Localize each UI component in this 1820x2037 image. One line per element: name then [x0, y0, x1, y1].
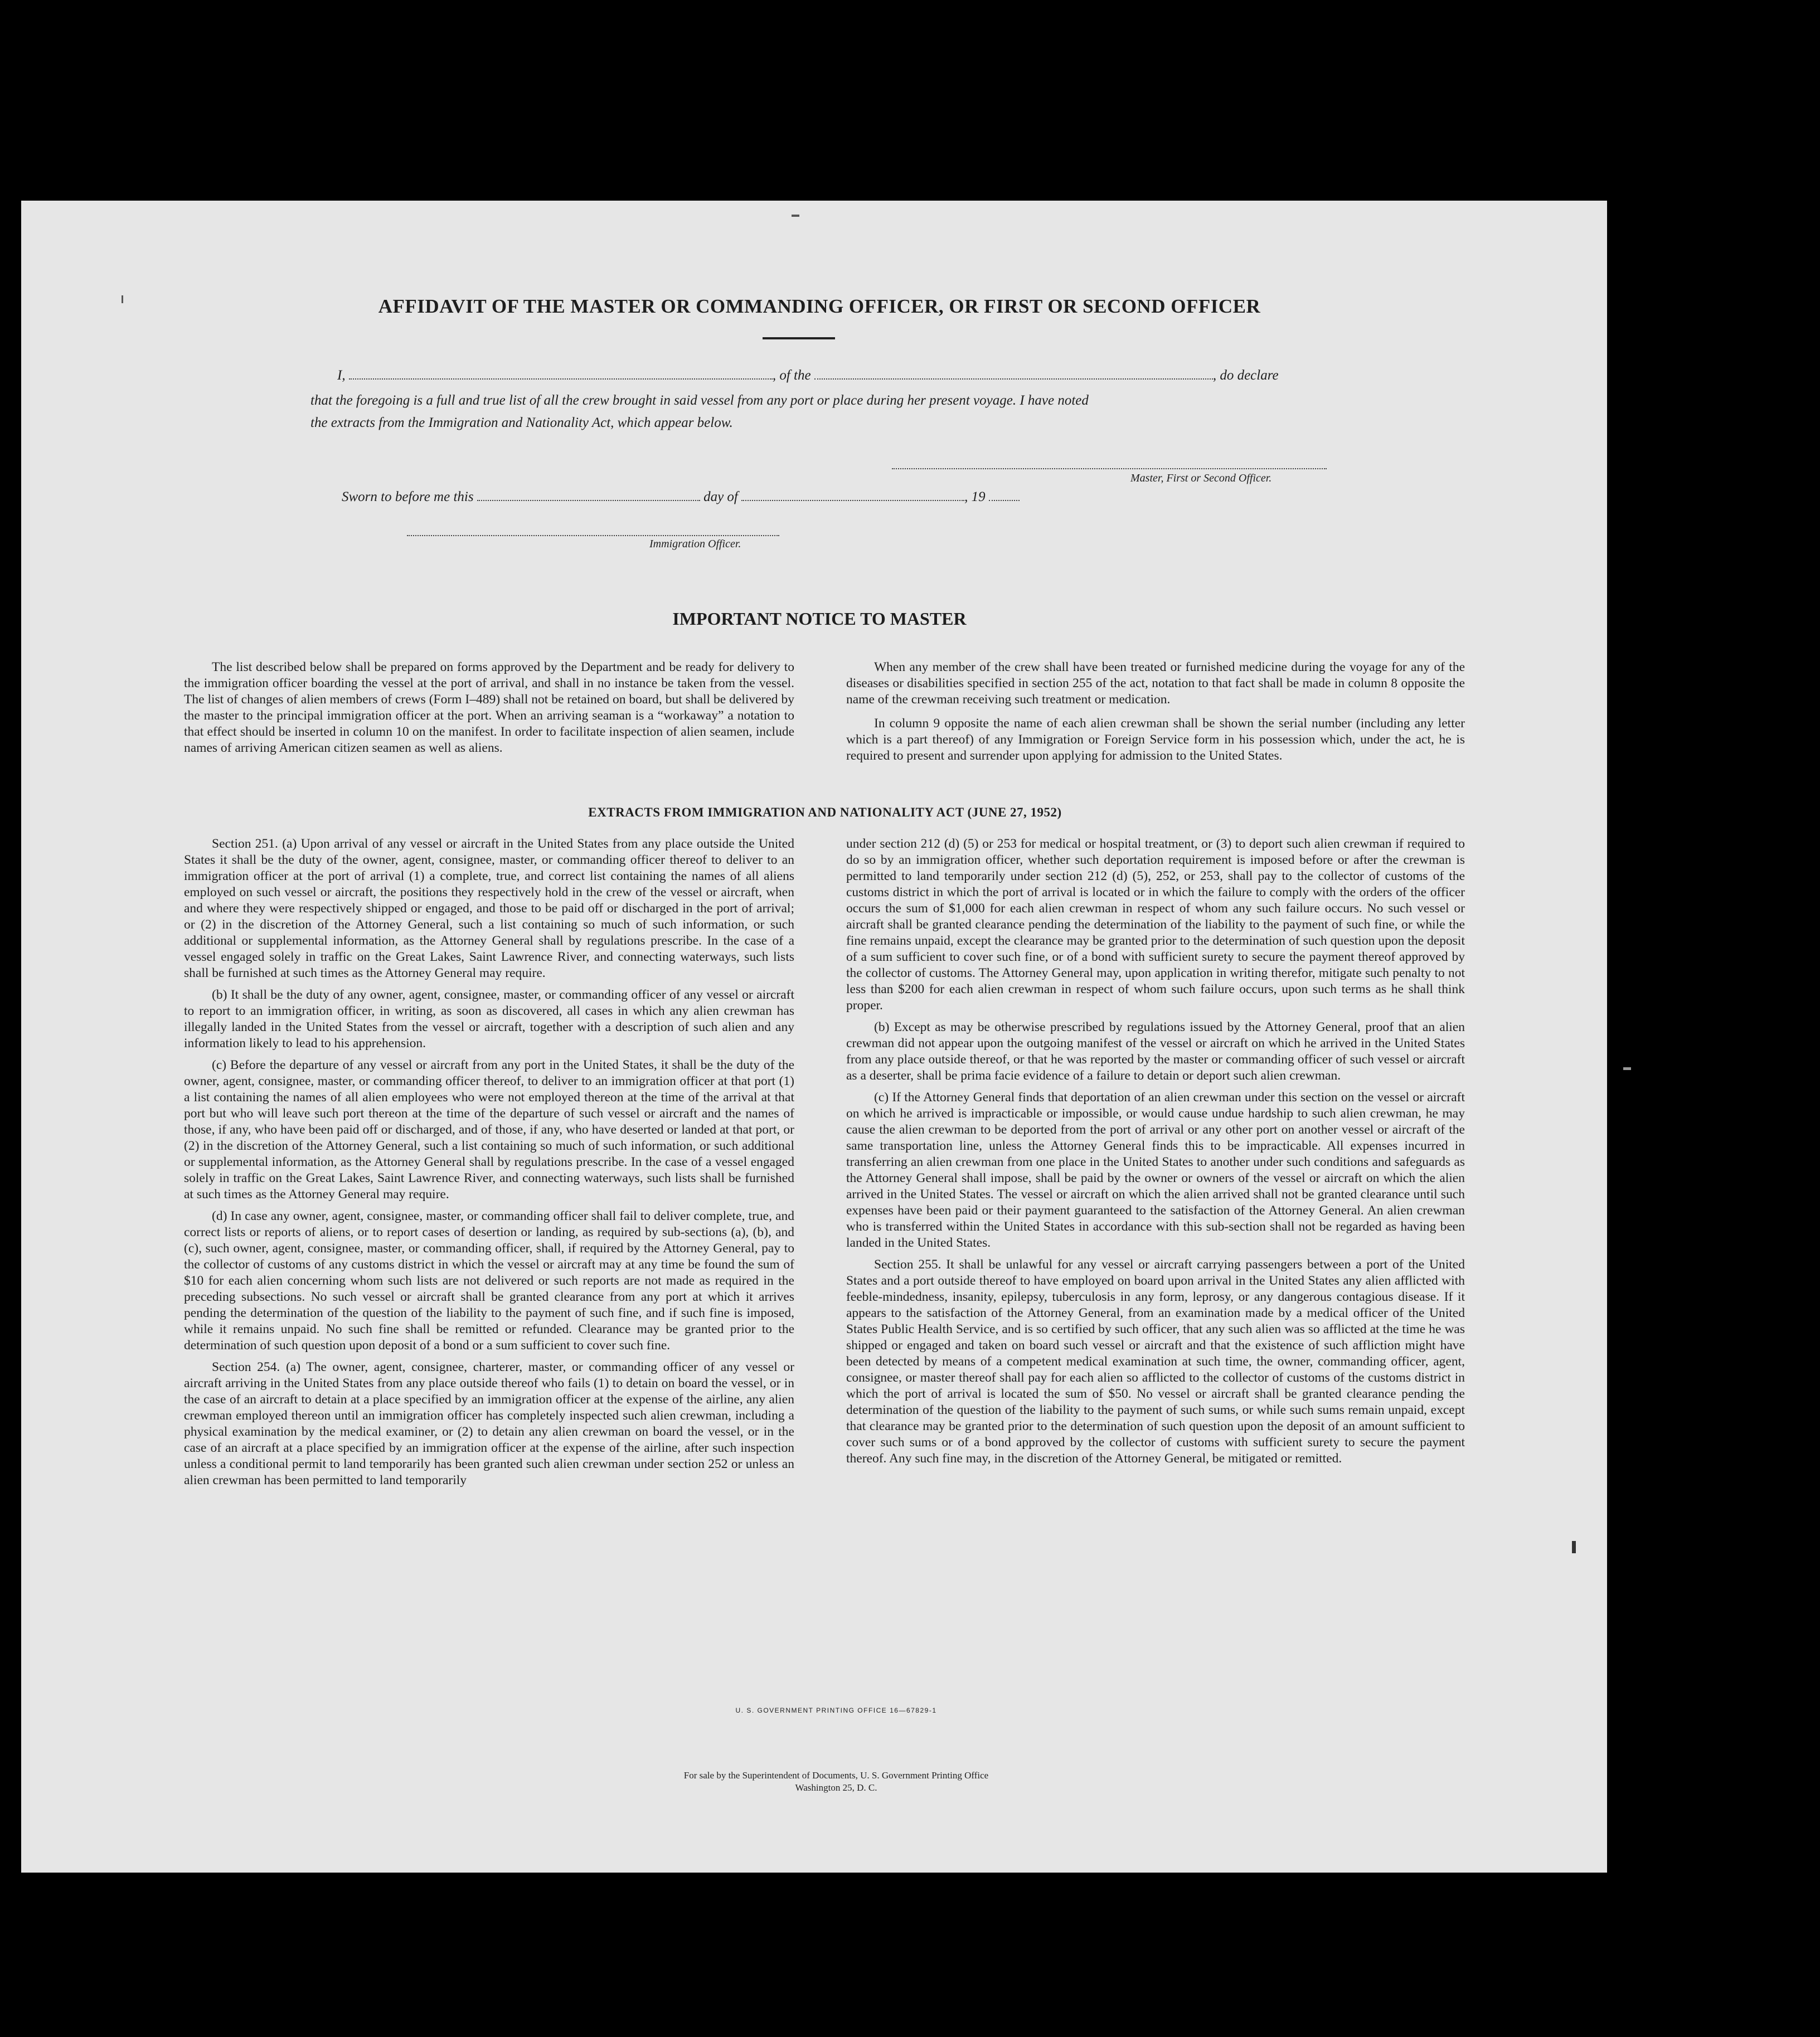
- sworn-year-field[interactable]: [989, 490, 1020, 501]
- for-sale-notice: [390, 1769, 1282, 1794]
- act-paragraph: (b) Except as may be otherwise prescribed by regulations issued by the Attorney General, proof that an alien crewman did not appear upon the outgoing manifest of the vessel or aircraft on which he arrived in the United States from any place outside thereof, or that he was reported by the master or commanding officer of such vessel or aircraft as a deserter, shall be prima facie evidence of a failure to detain or deport such alien crewman.: [846, 1020, 1465, 1083]
- act-paragraph: (c) Before the departure of any vessel or aircraft from any port in the United States, it shall be the duty of the owner, agent, consignee, master, or commanding officer thereof, to deliver to an immigration officer at that port (1) a list containing the names of all alien employees who were not employed thereon at the time of the arrival at that port but who will leave such port thereon at the time of the departure of such vessel or aircraft and the names of those, if any, who have been paid off or discharged, and of those, if any, who have deserted or landed at that port, or (2) in the discretion of the Attorney General, such a list containing so much of such information, or such additional or supplemental information, as the Attorney General shall by regulations prescribe. In the case of a vessel engaged solely in traffic on the Great Lakes, Saint Lawrence River, and connecting waterways, such lists shall be furnished at such times as the Attorney General may require.: [184, 1058, 794, 1202]
- notice-left-column: [184, 659, 794, 762]
- scan-mark: [122, 295, 123, 303]
- master-caption: Master, First or Second Officer.: [1130, 472, 1272, 484]
- act-paragraph: Section 251. (a) Upon arrival of any vessel or aircraft in the United States from any place outside the United States it shall be the duty of the owner, agent, consignee, master, or commanding officer thereof to deliver to an immigration officer at the port of arrival (1) a complete, true, and correct list containing the names of all aliens employed on such vessel or aircraft, the positions they respectively hold in the crew of the vessel or aircraft, when and where they were respectively shipped or engaged, and those to be paid off or discharged in the port of arrival; or (2) in the discretion of the Attorney General, such a list containing so much of such information, or such additional or supplemental information, as the Attorney General shall by regulations prescribe. In the case of a vessel engaged solely in traffic on the Great Lakes, Saint Lawrence River, and connecting waterways, such lists shall be furnished at such times as the Attorney General may require.: [184, 837, 794, 980]
- notice-right-column: [846, 659, 1465, 770]
- sworn-month-field[interactable]: [741, 490, 964, 501]
- day-of-label: day of: [703, 489, 738, 504]
- title-divider: [763, 337, 835, 339]
- i-label: I,: [337, 368, 346, 383]
- act-paragraph: under section 212 (d) (5) or 253 for medical or hospital treatment, or (3) to deport such alien crewman if required to do so by an immigration officer, whether such deportation requirement is imposed before or after the crewman is permitted to land temporarily under section 212 (d) (5), 252, or 253, shall pay to the collector of customs of the customs district in which the port of arrival is located or in which the failure to comply with the orders of the officer occurs the sum of $1,000 for each alien crewman in respect of whom any such failure occurs. No such vessel or aircraft shall be granted clearance pending the determination of the liability to the payment of such fine, or while the fine remains unpaid, except the clearance may be granted prior to the determination of such question upon the deposit of a sum sufficient to cover such fine, or of a bond with sufficient surety to secure the payment thereof approved by the collector of customs. The Attorney General may, upon application in writing therefor, mitigate such penalty to not less than $200 for each alien crewman in respect of whom such failure occurs, upon such terms as he shall think proper.: [846, 837, 1465, 1013]
- notice-paragraph: The list described below shall be prepared on forms approved by the Department and be ready for delivery to the immigration officer boarding the vessel at the port of arrival, and shall in no instance be taken from the vessel. The list of changes of alien members of crews (Form I–489) shall not be retained on board, but shall be delivered by the master to the principal immigration officer at the port. When an arriving seaman is a “workaway” a notation to that effect should be inserted in column 10 on the manifest. In order to facilitate inspection of alien seamen, include names of arriving American citizen seamen as well as aliens.: [184, 660, 794, 755]
- immigration-officer-signature-field[interactable]: [407, 535, 779, 536]
- master-signature-field[interactable]: [892, 468, 1327, 469]
- immigration-officer-caption: Immigration Officer.: [649, 538, 741, 550]
- act-paragraph: (b) It shall be the duty of any owner, agent, consignee, master, or commanding officer of any vessel or aircraft to report to an immigration officer, in writing, as soon as discovered, all cases in which any alien crewman has illegally landed in the United States from the vessel or aircraft, together with a description of such alien and any information likely to lead to his apprehension.: [184, 988, 794, 1051]
- scan-mark: [1623, 1067, 1631, 1070]
- declaration-line: [337, 368, 1279, 383]
- extracts-title: EXTRACTS FROM IMMIGRATION AND NATIONALITY ACT (JUNE 27, 1952): [588, 805, 1062, 819]
- scan-mark: [1572, 1541, 1576, 1553]
- scan-mark: [792, 215, 799, 217]
- extracts-left-column: [184, 836, 794, 1494]
- year-label: , 19: [964, 489, 986, 504]
- act-paragraph: Section 254. (a) The owner, agent, consignee, charterer, master, or commanding officer of any vessel or aircraft arriving in the United States from any place outside thereof who fails (1) to detain on board the vessel, or in the case of an aircraft to detain at a place specified by an immigration officer at the expense of the airline, any alien crewman employed thereon until an immigration officer has completely inspected such alien crewman, including a physical examination by the medical examiner, or (2) to detain any alien crewman on board the vessel, or in the case of an aircraft at a place specified by an immigration officer at the expense of the airline, after such inspection unless a conditional permit to land temporarily has been granted such alien crewman under section 252 or unless an alien crewman has been permitted to land temporarily: [184, 1360, 794, 1487]
- for-sale-line-2: Washington 25, D. C.: [795, 1782, 877, 1793]
- of-the-label: , of the: [772, 368, 811, 383]
- sworn-label: Sworn to before me this: [342, 489, 474, 504]
- affidavit-title: AFFIDAVIT OF THE MASTER OR COMMANDING OFFICER, OR FIRST OR SECOND OFFICER: [378, 295, 1261, 317]
- printing-office-imprint: U. S. GOVERNMENT PRINTING OFFICE 16—67829-1: [735, 1707, 937, 1714]
- sworn-line: [342, 489, 1020, 505]
- name-field[interactable]: [349, 368, 773, 380]
- notice-title: IMPORTANT NOTICE TO MASTER: [672, 609, 967, 629]
- notice-paragraph: In column 9 opposite the name of each alien crewman shall be shown the serial number (including any letter which is a part thereof) of any Immigration or Foreign Service form in his possession which, under the act, he is required to present and surrender upon applying for admission to the United States.: [846, 716, 1465, 763]
- statement-line-2: the extracts from the Immigration and Nationality Act, which appear below.: [310, 415, 733, 430]
- extracts-right-column: [846, 836, 1465, 1472]
- statement-line-1: that the foregoing is a full and true list of all the crew brought in said vessel from any port or place during her present voyage. I have noted: [310, 393, 1089, 408]
- vessel-field[interactable]: [814, 368, 1213, 380]
- notice-paragraph: When any member of the crew shall have been treated or furnished medicine during the voyage for any of the diseases or disabilities specified in section 255 of the act, notation to that fact shall be made in column 8 opposite the name of the crewman receiving such treatment or medication.: [846, 660, 1465, 707]
- for-sale-line-1: For sale by the Superintendent of Documents, U. S. Government Printing Office: [683, 1770, 989, 1781]
- act-paragraph: Section 255. It shall be unlawful for any vessel or aircraft carrying passengers between a port of the United States and a port outside thereof to have employed on board upon arrival in the United States any alien afflicted with feeble-mindedness, insanity, epilepsy, tuberculosis in any form, leprosy, or any dangerous contagious disease. If it appears to the satisfaction of the Attorney General, from an examination made by a medical officer of the United States Public Health Service, and is so certified by such officer, that any such alien was so afflicted at the time he was shipped or engaged and taken on board such vessel or aircraft and that the existence of such affliction might have been detected by means of a competent medical examination at such time, the owner, commanding officer, agent, consignee, or master thereof shall pay for each alien so afflicted to the collector of customs of the customs district in which the port of arrival is located the sum of $50. No vessel or aircraft shall be granted clearance pending the determination of the question of the liability to the payment of such sums, or while such sums remain unpaid, except that clearance may be granted prior to the determination of such question upon the deposit of an amount sufficient to cover such sums or of a bond approved by the collector of customs with sufficient surety to secure the payment thereof. Any such fine may, in the discretion of the Attorney General, be mitigated or remitted.: [846, 1257, 1465, 1466]
- do-declare-label: , do declare: [1212, 368, 1279, 383]
- act-paragraph: (d) In case any owner, agent, consignee, master, or commanding officer shall fail to deliver complete, true, and correct lists or reports of aliens, or to report cases of desertion or landing, as required by sub-sections (a), (b), and (c), such owner, agent, consignee, master, or commanding officer, shall, if required by the Attorney General, pay to the collector of customs of any customs district in which the vessel or aircraft may at any time be found the sum of $10 for each alien concerning whom such lists are not delivered or such reports are not made as required in the preceding subsections. No such vessel or aircraft shall be granted clearance from any port at which it arrives pending the determination of the question of the liability to the payment of such fine, and if such fine is imposed, while it remains unpaid. No such fine shall be remitted or refunded. Clearance may be granted prior to the determination of such question upon deposit of a bond or a sum sufficient to cover such fine.: [184, 1209, 794, 1353]
- act-paragraph: (c) If the Attorney General finds that deportation of an alien crewman under this section on the vessel or aircraft on which he arrived is impracticable or impossible, or would cause undue hardship to such alien crewman, he may cause the alien crewman to be deported from the port of arrival or any other port on another vessel or aircraft of the same transportation line, unless the Attorney General finds this to be impracticable. All expenses incurred in transferring an alien crewman from one place in the United States to another under such conditions and safeguards as the Attorney General shall impose, shall be paid by the owner or owners of the vessel or aircraft on which the alien arrived in the United States. The vessel or aircraft on which the alien arrived shall not be granted clearance until such expenses have been paid or their payment guaranteed to the satisfaction of the Attorney General. An alien crewman who is transferred within the United States in accordance with this sub-section shall not be regarded as having been landed in the United States.: [846, 1090, 1465, 1250]
- sworn-day-field[interactable]: [477, 490, 700, 501]
